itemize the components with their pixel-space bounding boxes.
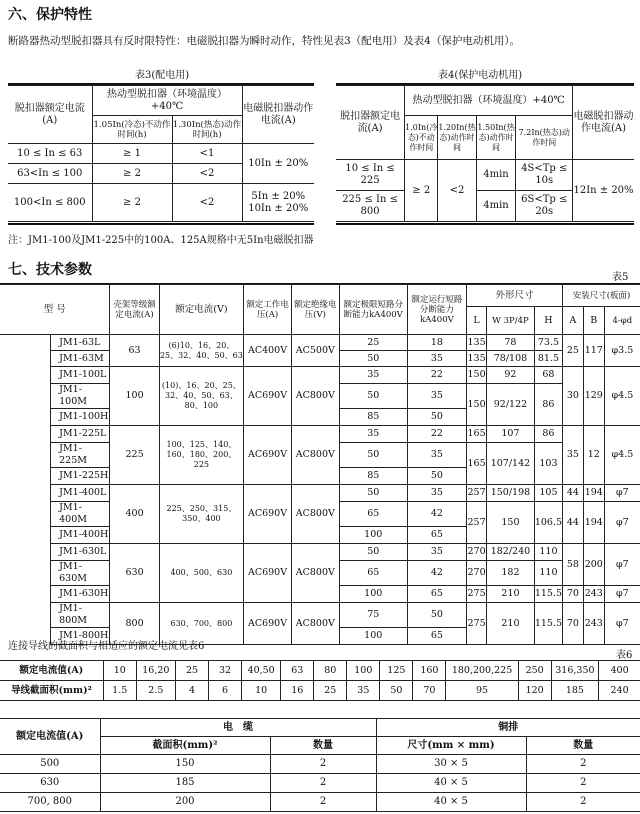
t7-cell: 700, 800 (0, 793, 100, 812)
table6-tag: 表6 (616, 650, 633, 661)
t4-header-10: 1.0In(冷态)不动作时间 (405, 116, 438, 160)
t6-cell: 10 (103, 661, 136, 681)
t4-header-em: 电磁脱扣器动作电流(A) (573, 86, 634, 160)
t7-cell: 40 × 5 (376, 793, 526, 812)
t5-model: JM1-100M (51, 384, 110, 409)
t5-header-mount: 安装尺寸(板面) (563, 285, 640, 307)
t5-icu: 100 (339, 527, 407, 544)
t5-d: φ7 (604, 502, 640, 544)
t5-W: 210 (487, 586, 535, 603)
t5-header-d: 4-φd (604, 307, 640, 335)
t3-cell: 10In ± 20% (242, 144, 314, 184)
t5-A: 35 (563, 426, 584, 485)
t6-cell: 160 (413, 661, 446, 681)
t5-current: 225、250、315、350、400 (159, 485, 244, 544)
t5-L: 270 (467, 561, 487, 586)
t5-insul: AC800V (291, 544, 339, 603)
t6-cell: 240 (599, 681, 640, 701)
t7-cell: 2 (526, 755, 640, 774)
t4-header-thermal: 热动型脱扣器（环境温度）+40℃ (405, 86, 573, 116)
t6-cell: 16 (281, 681, 314, 701)
t7-header-area: 截面积(mm)² (100, 737, 270, 755)
t5-icu: 50 (339, 351, 407, 367)
t5-ics: 42 (407, 502, 466, 527)
t6-cell: 95 (446, 681, 518, 701)
t5-model: JM1-630H (51, 586, 110, 603)
table3-caption: 表3(配电用) (135, 70, 190, 81)
t5-insul: AC500V (291, 335, 339, 367)
t6-cell: 50 (380, 681, 413, 701)
t6-cell: 250 (518, 661, 551, 681)
t5-voltage: AC690V (244, 603, 292, 645)
t5-model: JM1-225L (51, 426, 110, 443)
t6-cell: 35 (347, 681, 380, 701)
t5-H: 110 (534, 561, 562, 586)
t5-ics: 18 (407, 335, 466, 351)
t5-L: 165 (467, 426, 487, 443)
t6-cell: 120 (518, 681, 551, 701)
table7 (0, 718, 640, 812)
t5-H: 73.5 (534, 335, 562, 351)
t4-cell: 6S<Tp ≤ 20s (516, 191, 573, 222)
t5-model: JM1-400M (51, 502, 110, 527)
t7-cell: 2 (526, 793, 640, 812)
table5-tag: 表5 (612, 272, 629, 283)
t5-H: 110 (534, 544, 562, 561)
t5-B: 12 (583, 426, 604, 485)
t7-cell: 30 × 5 (376, 755, 526, 774)
t5-ics: 65 (407, 586, 466, 603)
t5-ics: 35 (407, 443, 466, 468)
t5-icu: 85 (339, 409, 407, 426)
t7-cell: 2 (270, 774, 376, 793)
t6-cell: 180,200,225 (446, 661, 518, 681)
t5-H: 68 (534, 367, 562, 384)
t5-A: 25 (563, 335, 584, 367)
t4-cell: 225 ≤ In ≤ 800 (336, 191, 405, 222)
t6-cell: 25 (175, 661, 208, 681)
t6-cell: 10 (242, 681, 281, 701)
t5-ics: 35 (407, 485, 466, 502)
t5-ics: 50 (407, 409, 466, 426)
t5-model: JM1-225H (51, 468, 110, 485)
t5-A: 58 (563, 544, 584, 586)
t5-ics: 35 (407, 384, 466, 409)
t5-icu: 75 (339, 603, 407, 628)
t5-ics: 35 (407, 351, 466, 367)
t5-d: φ4.5 (604, 367, 640, 426)
t5-B: 194 (583, 502, 604, 544)
t5-H: 103 (534, 443, 562, 485)
t7-header-rated: 额定电流值(A) (0, 719, 100, 755)
t5-icu: 50 (339, 384, 407, 409)
t6-cell: 400 (599, 661, 640, 681)
t5-d: φ7 (604, 586, 640, 603)
t6-cell: 100 (347, 661, 380, 681)
t4-header-15: 1.50In(热态)动作时间 (476, 116, 516, 160)
t5-model: JM1-800H (51, 628, 110, 645)
t5-model: JM1-400L (51, 485, 110, 502)
t7-header-bar: 铜排 (376, 719, 640, 737)
t5-header-B: B (583, 307, 604, 335)
t4-header-72: 7.2In(热态)动作时间 (516, 116, 573, 160)
t5-header-model: 型 号 (0, 285, 110, 335)
t6-cell: 125 (380, 661, 413, 681)
t3-cell: ≥ 2 (92, 184, 172, 222)
t6-cell: 80 (314, 661, 347, 681)
t5-current: (10)、16、20、25、32、40、50、63、80、100 (159, 367, 244, 426)
t5-icu: 100 (339, 628, 407, 645)
t5-header-voltage: 额定工作电压(A) (244, 285, 292, 335)
t5-W: 182 (487, 561, 535, 586)
t5-model: JM1-630L (51, 544, 110, 561)
t5-H: 106.5 (534, 502, 562, 544)
t5-H: 81.5 (534, 351, 562, 367)
table6 (0, 660, 640, 701)
t5-model: JM1-100H (51, 409, 110, 426)
t4-cell: 4S<Tp ≤ 10s (516, 160, 573, 191)
t3-cell: 63<In ≤ 100 (8, 164, 92, 184)
t5-W: 150 (487, 502, 535, 544)
t5-L: 165 (467, 443, 487, 485)
t4-cell: 10 ≤ In ≤ 225 (336, 160, 405, 191)
t5-W: 92/122 (487, 384, 535, 426)
t5-ics: 50 (407, 468, 466, 485)
t5-insul: AC800V (291, 367, 339, 426)
t5-d: φ3.5 (604, 335, 640, 367)
t5-model: JM1-630M (51, 561, 110, 586)
t5-header-ics: 额定运行短路分断能力kA400V (407, 285, 466, 335)
t5-ics: 50 (407, 603, 466, 628)
t7-cell: 500 (0, 755, 100, 774)
t5-B: 200 (583, 544, 604, 586)
t5-voltage: AC690V (244, 426, 292, 485)
t3-cell: <1 (172, 144, 242, 164)
t5-d: φ7 (604, 603, 640, 645)
t6-cell: 16,20 (136, 661, 175, 681)
t5-L: 257 (467, 502, 487, 544)
t5-header-L: L (467, 307, 487, 335)
t6-cell: 63 (281, 661, 314, 681)
t5-voltage: AC400V (244, 335, 292, 367)
t5-insul: AC800V (291, 603, 339, 645)
t5-voltage: AC690V (244, 367, 292, 426)
t5-icu: 35 (339, 426, 407, 443)
t5-header-H: H (534, 307, 562, 335)
t5-d: φ4.5 (604, 426, 640, 485)
t5-L: 257 (467, 485, 487, 502)
t5-B: 129 (583, 367, 604, 426)
section-6-note: 注：JM1-100及JM1-225中的100A、125A规格中无5In电磁脱扣器 (8, 235, 314, 246)
t5-icu: 25 (339, 335, 407, 351)
t6-cell: 40,50 (242, 661, 281, 681)
t7-header-qty2: 数量 (526, 737, 640, 755)
t5-model: JM1-225M (51, 443, 110, 468)
t5-header-insul: 额定绝缘电压(V) (291, 285, 339, 335)
t5-icu: 35 (339, 367, 407, 384)
t5-B: 117 (583, 335, 604, 367)
t5-icu: 50 (339, 485, 407, 502)
t5-header-icu: 额定极限短路分断能力kA400V (339, 285, 407, 335)
t4-cell: <2 (438, 160, 476, 222)
t5-L: 135 (467, 351, 487, 367)
t6-cell: 6 (209, 681, 242, 701)
t7-header-qty: 数量 (270, 737, 376, 755)
t7-cell: 185 (100, 774, 270, 793)
t5-insul: AC800V (291, 485, 339, 544)
section-7-title: 七、技术参数 (8, 262, 92, 278)
table5 (0, 284, 640, 645)
t6-cell: 1.5 (103, 681, 136, 701)
t5-icu: 100 (339, 586, 407, 603)
t5-ics: 65 (407, 527, 466, 544)
t3-header-rated: 脱扣器额定电流(A) (8, 86, 92, 144)
t7-header-size: 尺寸(mm × mm) (376, 737, 526, 755)
t3-header-105: 1.05In(冷态)不动作时间(h) (92, 116, 172, 144)
t5-B: 194 (583, 485, 604, 502)
t7-header-cable: 电 缆 (100, 719, 376, 737)
section-6-title: 六、保护特性 (8, 7, 92, 23)
t3-header-130: 1.30In(热态)动作时间(h) (172, 116, 242, 144)
t5-W: 92 (487, 367, 535, 384)
t5-frame: 800 (110, 603, 159, 645)
t5-icu: 50 (339, 443, 407, 468)
table4-caption: 表4(保护电动机用) (438, 70, 523, 81)
t7-cell: 40 × 5 (376, 774, 526, 793)
t5-ics: 42 (407, 561, 466, 586)
t6-cell: 25 (314, 681, 347, 701)
t5-frame: 100 (110, 367, 159, 426)
t5-model: JM1-100L (51, 367, 110, 384)
t5-icu: 65 (339, 502, 407, 527)
t3-cell: <2 (172, 184, 242, 222)
t5-H: 115.5 (534, 603, 562, 645)
t5-icu: 85 (339, 468, 407, 485)
t7-cell: 2 (270, 755, 376, 774)
t5-H: 115.5 (534, 586, 562, 603)
t3-cell: 10 ≤ In ≤ 63 (8, 144, 92, 164)
t5-W: 150/198 (487, 485, 535, 502)
t5-ics: 22 (407, 367, 466, 384)
t5-A: 44 (563, 485, 584, 502)
t3-header-em: 电磁脱扣器动作电流(A) (242, 86, 314, 144)
t5-B: 243 (583, 586, 604, 603)
t5-current: (6)10、16、20、25、32、40、50、63 (159, 335, 244, 367)
t3-cell: ≥ 2 (92, 164, 172, 184)
t5-L: 150 (467, 384, 487, 426)
t5-model: JM1-63L (51, 335, 110, 351)
t5-ics: 65 (407, 628, 466, 645)
t5-voltage: AC690V (244, 485, 292, 544)
t5-W: 78/108 (487, 351, 535, 367)
t5-model: JM1-63M (51, 351, 110, 367)
t4-cell: 4min (476, 160, 516, 191)
t3-cell: <2 (172, 164, 242, 184)
t7-cell: 150 (100, 755, 270, 774)
t6-row1-label: 额定电流值(A) (0, 661, 103, 681)
t5-current: 100、125、140、160、180、200、225 (159, 426, 244, 485)
t5-header-dims: 外形尺寸 (467, 285, 563, 307)
t5-A: 70 (563, 586, 584, 603)
t5-frame: 400 (110, 485, 159, 544)
t5-B: 243 (583, 603, 604, 645)
t5-W: 182/240 (487, 544, 535, 561)
t4-cell: 4min (476, 191, 516, 222)
t6-cell: 185 (551, 681, 598, 701)
t5-L: 150 (467, 367, 487, 384)
table4 (336, 85, 634, 222)
t5-header-W: W 3P/4P (487, 307, 535, 335)
t5-frame: 63 (110, 335, 159, 367)
t5-header-A: A (563, 307, 584, 335)
t4-header-12: 1.20In(热态)动作时间 (438, 116, 476, 160)
t5-L: 135 (467, 335, 487, 351)
t3-cell: 5In ± 20% 10In ± 20% (242, 184, 314, 222)
t4-cell: ≥ 2 (405, 160, 438, 222)
t5-L: 275 (467, 603, 487, 645)
t3-cell: ≥ 1 (92, 144, 172, 164)
t5-W: 78 (487, 335, 535, 351)
t5-current: 630、700、800 (159, 603, 244, 645)
t7-cell: 200 (100, 793, 270, 812)
t5-frame: 225 (110, 426, 159, 485)
t4-header-rated: 脱扣器额定电流(A) (336, 86, 405, 160)
t5-ics: 22 (407, 426, 466, 443)
t7-cell: 2 (526, 774, 640, 793)
t5-icu: 65 (339, 561, 407, 586)
t3-cell: 100<In ≤ 800 (8, 184, 92, 222)
t5-ics: 35 (407, 544, 466, 561)
t5-L: 275 (467, 586, 487, 603)
t5-insul: AC800V (291, 426, 339, 485)
t7-cell: 630 (0, 774, 100, 793)
t5-frame: 630 (110, 544, 159, 603)
t6-cell: 2.5 (136, 681, 175, 701)
t5-H: 86 (534, 426, 562, 443)
t6-row2-label: 导线截面积(mm)² (0, 681, 103, 701)
t5-W: 210 (487, 603, 535, 645)
t5-voltage: AC690V (244, 544, 292, 603)
table3 (8, 85, 314, 222)
t5-header-frame: 壳架等级额定电流(A) (110, 285, 159, 335)
t5-header-current: 额定电流(V) (159, 285, 244, 335)
t6-cell: 32 (209, 661, 242, 681)
t5-A: 30 (563, 367, 584, 426)
t6-cell: 70 (413, 681, 446, 701)
table6-caption: 连接导线的截面积与相适应的额定电流见表6 (8, 641, 205, 652)
t5-icu: 50 (339, 544, 407, 561)
t5-model: JM1-800M (51, 603, 110, 628)
t5-A: 70 (563, 603, 584, 645)
t5-A: 44 (563, 502, 584, 544)
t5-L: 270 (467, 544, 487, 561)
t5-W: 107/142 (487, 443, 535, 485)
t7-cell: 2 (270, 793, 376, 812)
t5-H: 105 (534, 485, 562, 502)
t5-d: φ7 (604, 544, 640, 586)
t6-cell: 316,350 (551, 661, 598, 681)
t4-cell: 12In ± 20% (573, 160, 634, 222)
t5-W: 107 (487, 426, 535, 443)
t5-H: 86 (534, 384, 562, 426)
t5-model: JM1-400H (51, 527, 110, 544)
section-6-intro: 断路器热动型脱扣器具有反时限特性：电磁脱扣器为瞬时动作，特性见表3（配电用）及表4（保护电动机用）。 (8, 35, 521, 47)
t5-current: 400、500、630 (159, 544, 244, 603)
t6-cell: 4 (175, 681, 208, 701)
t5-d: φ7 (604, 485, 640, 502)
t3-header-thermal: 热动型脱扣器（环境温度）+40℃ (92, 86, 242, 116)
